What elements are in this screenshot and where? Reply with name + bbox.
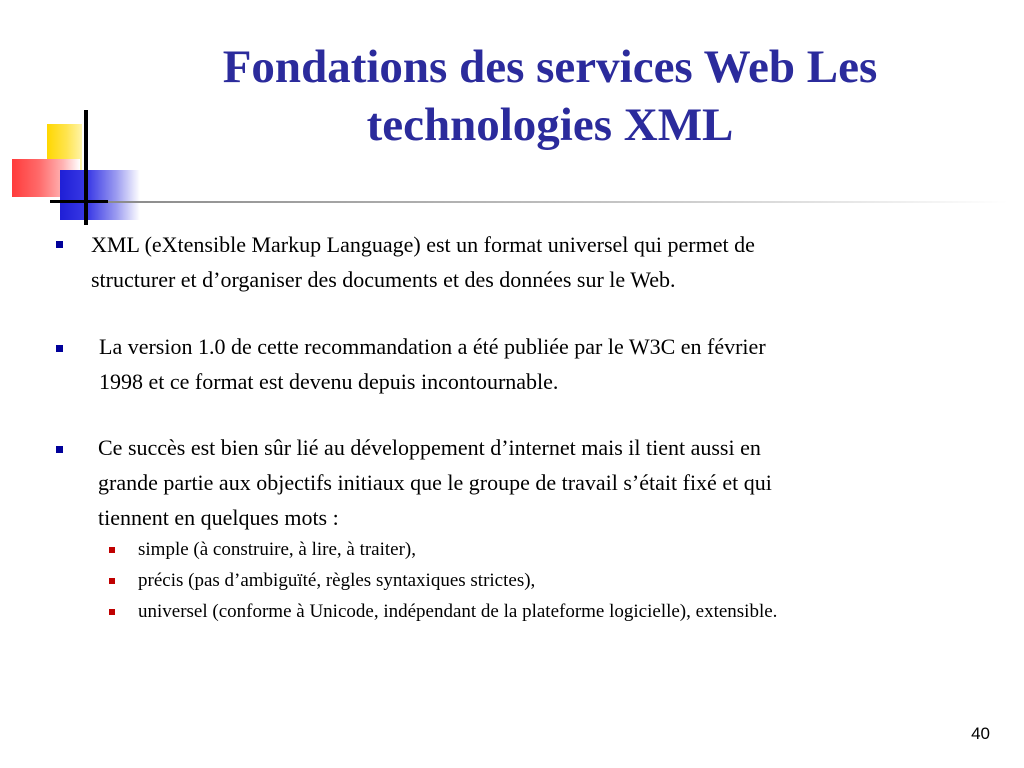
bullet-marker <box>56 446 63 453</box>
bullet-3-line-3: tiennent en quelques mots : <box>98 505 339 530</box>
bullet-2-line-2: 1998 et ce format est devenu depuis incontournable. <box>99 369 559 394</box>
slide-title <box>80 38 1020 154</box>
page-number: 40 <box>971 724 990 743</box>
bullet-paragraph-3 <box>98 430 772 535</box>
bullet-1-line-2: structurer et d’organiser des documents et des données sur le Web. <box>91 267 676 292</box>
bullet-marker <box>56 241 63 248</box>
bullet-3-line-2: grande partie aux objectifs initiaux que le groupe de travail s’était fixé et qui <box>98 470 772 495</box>
bullet-3-line-1: Ce succès est bien sûr lié au développement d’internet mais il tient aussi en <box>98 435 761 460</box>
sub-bullet-marker <box>109 547 115 553</box>
bullet-marker <box>56 345 63 352</box>
bullet-2-line-1: La version 1.0 de cette recommandation a été publiée par le W3C en février <box>99 334 766 359</box>
slide-title-line-1: Fondations des services Web Les <box>222 41 878 93</box>
decorative-horizontal-line <box>50 200 108 203</box>
sub-bullet-item-3: universel (conforme à Unicode, indépendant de la plateforme logicielle), extensible. <box>138 601 778 622</box>
sub-bullet-marker <box>109 578 115 584</box>
slide-title-line-2: technologies XML <box>366 99 734 151</box>
bullet-1-line-1: XML (eXtensible Markup Language) est un format universel qui permet de <box>91 232 755 257</box>
bullet-paragraph-1 <box>91 227 755 297</box>
bullet-paragraph-2 <box>99 329 766 399</box>
sub-bullet-item-2: précis (pas d’ambiguïté, règles syntaxiques strictes), <box>138 570 536 591</box>
sub-bullet-item-1: simple (à construire, à lire, à traiter), <box>138 539 417 560</box>
title-divider <box>108 201 1008 203</box>
sub-bullet-marker <box>109 609 115 615</box>
decorative-blue-square <box>60 170 140 220</box>
